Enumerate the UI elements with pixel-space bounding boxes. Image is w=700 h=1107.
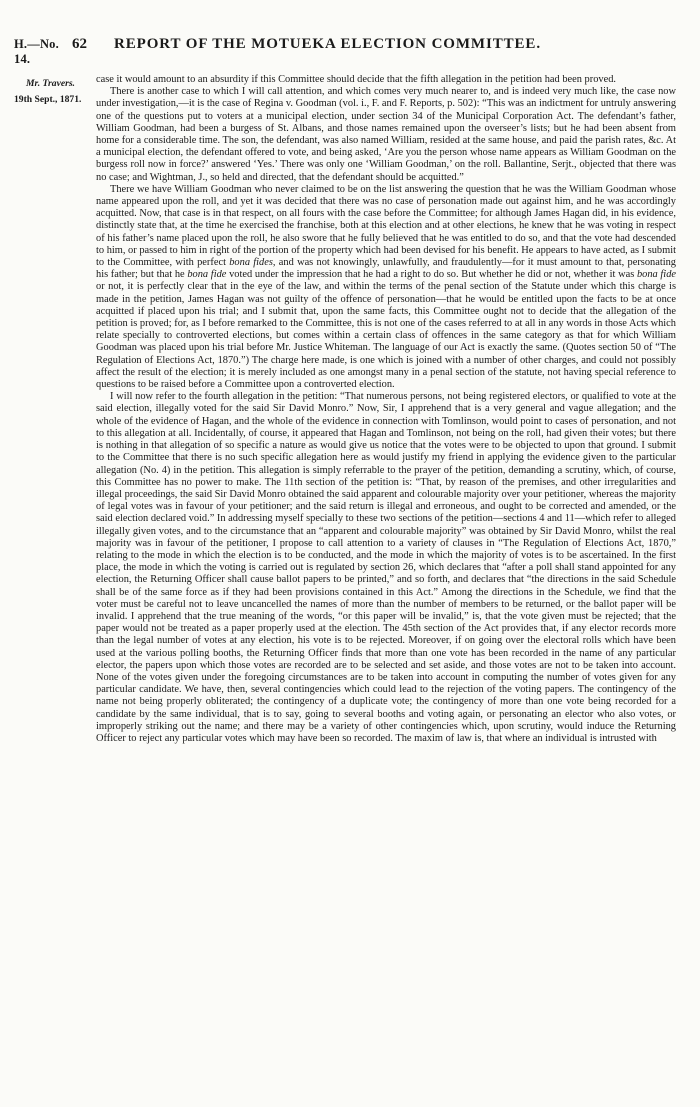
italic-term: bona fide (636, 269, 677, 281)
text-run: There is another case to which I will call attention, and which comes very much nearer to, and is indeed very much like, the case now under investigation,—it is the case of Regina v. Goodman (vol. i., F. and F. Reports, p. 502): “This was an indictment for untruly answering one of the questions put to voters at a municipal election, under section 34 of the Municipal Corporation Act. The defendant’s father, William Goodman, had been a burgess of St. Albans, and those names remained upon the overseer’s lists; but he had been absent from home for a considerable time. The son, the defendant, was also named William, resided at the same house, and paid the parish rates, &c. At a municipal election, the defendant offered to vote, and being asked, ‘Are you the person whose name appears as William Goodman on the burgess roll now in force?’ answered ‘Yes.’ There was only one ‘William Goodman,’ on the roll. Ballantine, Serjt., objected that there was no case; and Wightman, J., so held and directed, that the defendant should be acquitted.” (96, 86, 677, 183)
text-run: , and was not knowingly, unlawfully, and fraudulently—for it must amount to that, personating his father; but that he (96, 257, 676, 281)
body-text (96, 74, 676, 745)
paragraph (96, 86, 676, 184)
text-run: or not, it is perfectly clear that in the eye of the law, and within the terms of the penal section of the Statute under which this charge is made in the petition, James Hagan was not guilty of the offence of personation—that he would be entitled upon the facts to be at once acquitted if placed upon his trial; and I submit that, upon the same facts, this Committee ought not to decide that the allegation of the petition is proved; for, as I before remarked to the Committee, this is not one of the cases referred to at all in any words in those Acts which relate specially to controverted elections, but comes within a certain class of offences in the same category as that for which William Goodman was placed upon his trial before Mr. Justice Whiteman. The language of our Act is exactly the same. (Quotes section 50 of “The Regulation of Elections Act, 1870.”) The charge here made, is one which is joined with a number of other charges, and could not possibly affect the result of the election; it is merely included as one amongst many in a penal section of the statute, not having special reference to questions to be raised before a Committee upon a controverted election. (96, 281, 676, 391)
page-header (14, 36, 686, 66)
text-run: voted under the impression that he had a right to do so. But whether he did or not, whether it was (226, 269, 637, 281)
text-run: There we have William Goodman who never claimed to be on the list answering the question that he was the William Goodman whose name appeared upon the roll, and yet it was decided that there was no case of personation made out against him, and he was accordingly acquitted. Now, that case is in that respect, on all fours with the case before the Committee; for although James Hagan did, in his evidence, distinctly state that, at the time he exercised the franchise, both at this election and at other elections, he knew that he was voting in respect of his father’s name placed upon the roll, he also swore that he fully believed that he was entitled to do so, and that the vote had descended to him, or passed to him in right of the portion of the property which had been devised for his benefit. He appears to have acted, as I submit to the Committee, with perfect (96, 183, 676, 269)
text-run: I will now refer to the fourth allegation in the petition: “That numerous persons, not being registered electors, or qualified to vote at the said election, illegally voted for the said Sir David Monro.” Now, Sir, I apprehend that is a very general and vague allegation; and the whole of the evidence of Hagan, and the whole of the evidence in connection with Tomlinson, would point to cases of personation, and not to this allegation at all. Incidentally, of course, it appeared that Hagan and Tomlinson, not being on the roll, had given their votes; but there is nothing in that allegation of so specific a nature as would give us notice that the votes were to be objected to upon that ground. I submit to the Committee that there is no such specific allegation here as would justify my friend in applying the evidence given to the particular allegation (No. 4) in the petition. This allegation is simply referrable to the prayer of the petition, demanding a scrutiny, which, of course, this Committee has no power to make. The 11th section of the petition is: “That, by reason of the premises, and other irregularities and illegal proceedings, the said Sir David Monro obtained the said apparent and colourable majority over your petitioner, whereas the majority of legal votes was in favour of your petitioner; and the said return is illegal and erroneous, and ought to be corrected and amended, or the said election declared void.” In addressing myself specially to these two sections of the petition—sections 4 and 11—which refer to alleged illegally given votes, and to the circumstance that an “apparent and colourable majority” was obtained by Sir David Monro, whilst the real majority was in favour of the petitioner, I propose to call attention to a variety of clauses in “The Regulation of Elections Act, 1870,” relating to the mode in which the election is to be conducted, and the mode in which the majority of votes is to be ascertained. In the first place, the mode in which the voting is carried out is regulated by section 26, which declares that “after a poll shall stand appointed for any election, the Returning Officer shall cause ballot papers to be printed,” and so forth, and declares that “the directions in the said Schedule shall be of the same force as if they had been provisions contained in this Act.” Among the directions in the Schedule, we find that the voter must be careful not to leave uncancelled the names of more than the number of members to be returned, or the ballot paper will be invalid. I apprehend that the true meaning of the words, “or this paper will be invalid,” is, that the vote given must be rejected; that the paper would not be treated as a paper properly used at the election. The 45th section of the Act provides that, if any elector records more than the legal number of votes at any election, his vote is to be rejected. Moreover, if on going over the electoral rolls which have been used at the various polling booths, the Returning Officer finds that more than one vote has been recorded in the name of any particular elector, the papers upon which those votes are recorded are to be selected and set aside, and those votes are not to be taken into account. None of the votes given under the foregoing circumstances are to be taken into account in computing the number of votes given for any particular candidate. We have, then, several contingencies which could lead to the rejection of the voting papers. The contingency of the name not being properly obliterated; the contingency of a duplicate vote; the contingency of more than one vote being recorded for a candidate by the same individual, that is to say, going to several booths and voting again, or personating an elector who also votes, or improperly striking out the name; and there may be a variety of other contingencies which, upon scrutiny, would induce the Returning Officer to reject any particular votes which may have been so recorded. The maxim of law is, that where an individual is intrusted with (96, 391, 676, 744)
page-body (14, 74, 686, 745)
paragraph (96, 184, 676, 391)
margin-speaker: Mr. Travers. (26, 78, 75, 89)
margin-notes (14, 74, 96, 745)
italic-term: bona fide (187, 269, 227, 281)
page-number: 62 (72, 36, 87, 52)
running-title: REPORT OF THE MOTUEKA ELECTION COMMITTEE. (114, 36, 541, 52)
paper-reference: H.—No. 14. (14, 37, 59, 66)
paragraph (96, 74, 676, 86)
text-run: case it would amount to an absurdity if this Committee should decide that the fifth allegation in the petition had been proved. (96, 74, 616, 85)
paragraph (96, 391, 676, 745)
italic-term: bona fides (229, 257, 273, 269)
margin-date: 19th Sept., 1871. (14, 94, 82, 105)
